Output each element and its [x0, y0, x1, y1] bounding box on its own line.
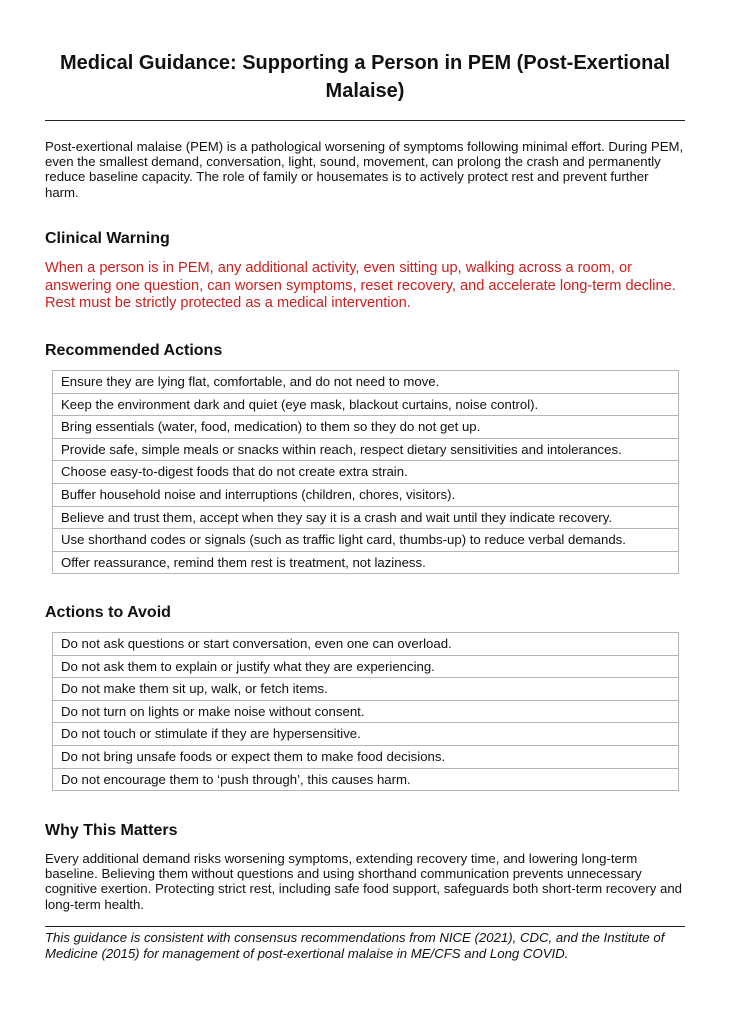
- recommended-item: Choose easy-to-digest foods that do not create extra strain.: [53, 460, 678, 483]
- recommended-item: Use shorthand codes or signals (such as traffic light card, thumbs-up) to reduce verbal demands.: [53, 528, 678, 551]
- recommended-item: Ensure they are lying flat, comfortable, and do not need to move.: [61, 374, 440, 389]
- clinical-warning-heading: Clinical Warning: [45, 230, 170, 247]
- avoid-item: Do not touch or stimulate if they are hypersensitive.: [53, 722, 678, 745]
- avoid-item: Do not bring unsafe foods or expect them to make food decisions.: [53, 745, 678, 768]
- recommended-item: Provide safe, simple meals or snacks within reach, respect dietary sensitivities and intolerances.: [53, 438, 678, 461]
- title-divider: [45, 120, 685, 121]
- intro-paragraph: Post-exertional malaise (PEM) is a pathological worsening of symptoms following minimal effort. During PEM, even the smallest demand, conversation, light, sound, movement, can prolong the crash and permanently reduce baseline capacity. The role of family or housemates is to actively protect rest and prevent further harm.: [45, 139, 684, 200]
- avoid-item: Do not turn on lights or make noise without consent.: [53, 700, 678, 723]
- recommended-actions-list: [52, 370, 679, 574]
- footnote: This guidance is consistent with consensus recommendations from NICE (2021), CDC, and the Institute of Medicine (2015) for management of post-exertional malaise in ME/CFS and Long COVID.: [45, 930, 665, 961]
- actions-to-avoid-list: [52, 632, 679, 791]
- footnote-divider: [45, 926, 685, 927]
- recommended-item: Believe and trust them, accept when they say it is a crash and wait until they indicate recovery.: [53, 506, 678, 529]
- clinical-warning-text: When a person is in PEM, any additional activity, even sitting up, walking across a room, or answering one question, can worsen symptoms, reset recovery, and accelerate long-term decline. Rest must be strictly protected as a medical intervention.: [45, 260, 676, 311]
- recommended-actions-heading: Recommended Actions: [45, 342, 223, 359]
- avoid-item: Do not ask questions or start conversation, even one can overload.: [61, 636, 452, 651]
- why-this-matters-heading: Why This Matters: [45, 822, 178, 839]
- page-title: Medical Guidance: Supporting a Person in PEM (Post-Exertional Malaise): [59, 52, 671, 102]
- avoid-item: Do not encourage them to ‘push through’, this causes harm.: [53, 768, 678, 791]
- actions-to-avoid-heading: Actions to Avoid: [45, 604, 171, 621]
- avoid-item: Do not ask them to explain or justify what they are experiencing.: [53, 655, 678, 678]
- recommended-item: Buffer household noise and interruptions (children, chores, visitors).: [53, 483, 678, 506]
- recommended-item: Bring essentials (water, food, medication) to them so they do not get up.: [53, 415, 678, 438]
- recommended-item: Keep the environment dark and quiet (eye mask, blackout curtains, noise control).: [53, 393, 678, 416]
- why-this-matters-text: Every additional demand risks worsening symptoms, extending recovery time, and lowering long-term baseline. Believing them without questions and using shorthand communication prevents unnecessary cognitive exertion. Protecting strict rest, including safe food support, safeguards both short-term recovery and long-term health.: [45, 851, 682, 912]
- avoid-item: Do not make them sit up, walk, or fetch items.: [53, 677, 678, 700]
- recommended-item: Offer reassurance, remind them rest is treatment, not laziness.: [53, 551, 678, 574]
